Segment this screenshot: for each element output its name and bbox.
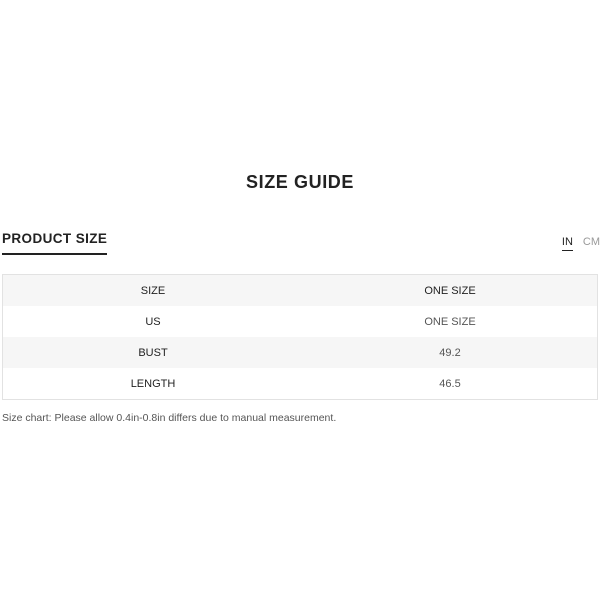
table-row: [3, 306, 598, 337]
tab-product-size[interactable]: PRODUCT SIZE: [2, 231, 107, 255]
page-title: SIZE GUIDE: [245, 172, 354, 192]
row-label: LENGTH: [3, 368, 304, 400]
table-header-value: ONE SIZE: [303, 275, 598, 307]
row-label: US: [3, 306, 304, 337]
table-row: [3, 337, 598, 368]
unit-cm-button[interactable]: CM: [582, 236, 600, 248]
measurement-note: Size chart: Please allow 0.4in-0.8in differs due to manual measurement.: [2, 412, 337, 424]
table-header-row: [3, 275, 598, 307]
row-value: ONE SIZE: [303, 306, 598, 337]
row-label: BUST: [3, 337, 304, 368]
row-value: 49.2: [303, 337, 598, 368]
table-row: [3, 368, 598, 400]
size-tab-row: [0, 228, 600, 258]
unit-in-button[interactable]: IN: [562, 236, 573, 251]
size-table: [2, 274, 598, 400]
unit-toggle: [562, 236, 600, 251]
table-header-label: SIZE: [3, 275, 304, 307]
row-value: 46.5: [303, 368, 598, 400]
